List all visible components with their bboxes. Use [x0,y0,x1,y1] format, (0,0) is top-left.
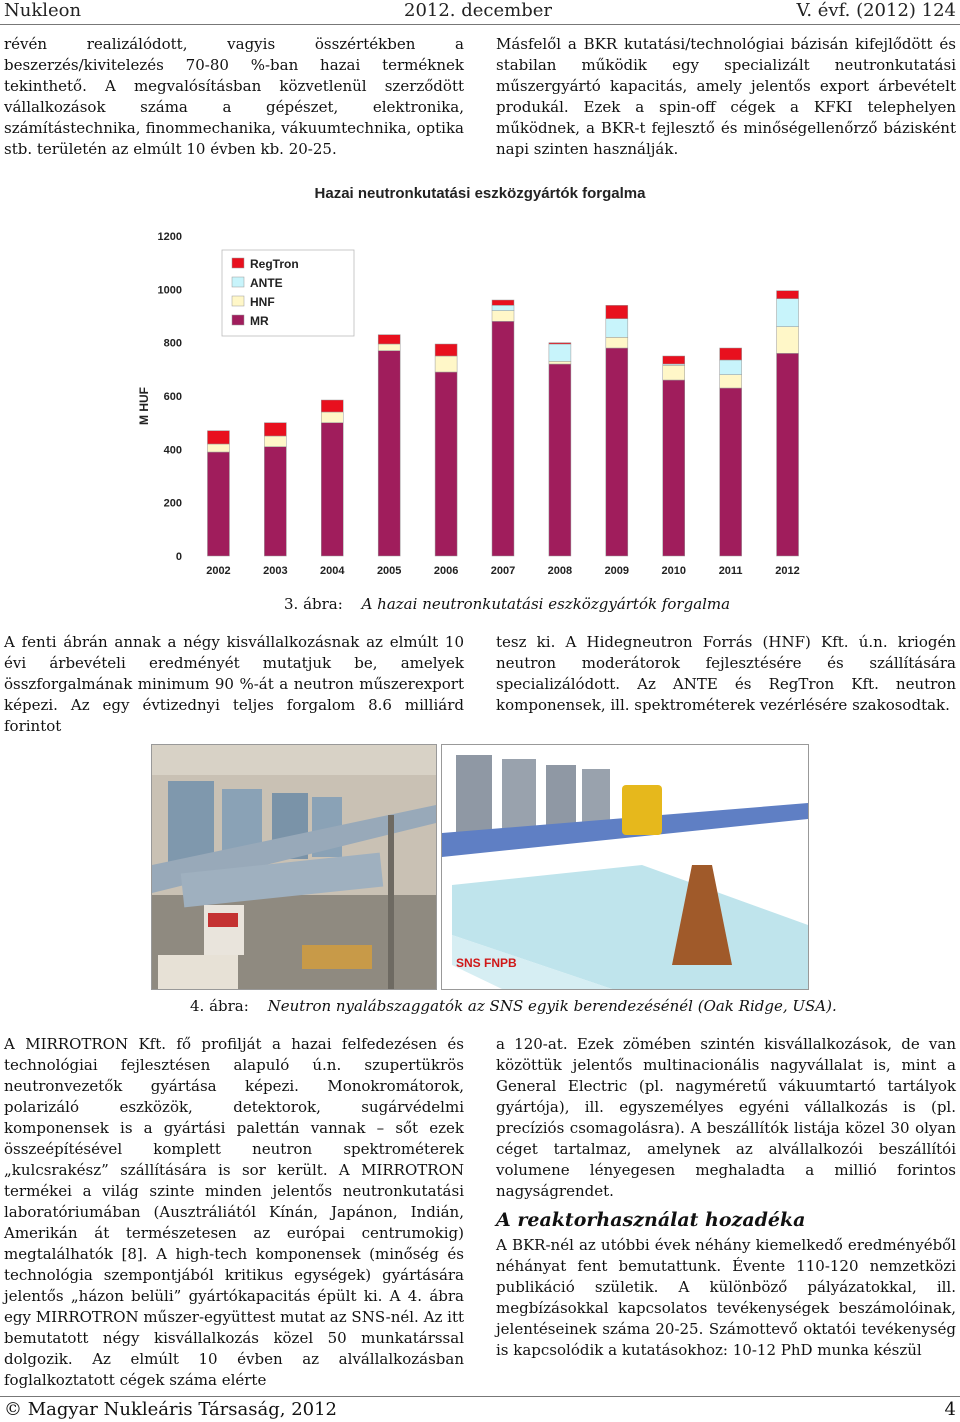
cad-illustration [442,745,808,989]
legend-label: HNF [250,295,275,309]
bar-hnf [321,412,343,423]
paragraph: A BKR-nél az utóbbi évek néhány kiemelkedő eredményéből néhányat fent bemutattunk. Évente 110-120 nemzetközi publikáció születik. A különböző pályázatokkal, ill. megbízásokkal kapcsolatos tevékenységek beszámolóinak, jelentéseinek száma 20-25. Számottevő oktatói tevékenység is kapcsolódik a kutatásokhoz: 10-12 PhD munka készül [496,1236,956,1359]
paragraph: a 120-at. Ezek zömében szintén kisvállalkozások, de van közöttük jelentős multinacionális nagyvállalat is, mint a General Electric (pl. nagyméretű vákuumtartó tartályok gyártója), ill. egyszemélyes egyéni vállalkozás is (pl. precíziós csomagolásra). A beszállítók listája közel 30 olyan céget tartalmaz, amelynek az alvállalkozói beszállítói volumene lényegesen meghaladta a millió forintos nagyságrendet. [496,1035,956,1200]
x-tick-label: 2009 [604,565,630,577]
bar-hnf [264,436,286,447]
legend-label: RegTron [250,257,299,271]
chart-title: Hazai neutronkutatási eszközgyártók forgalma [314,185,646,202]
y-axis-label: M HUF [137,387,151,425]
bar-hnf [777,327,799,354]
bar-mr [321,423,343,556]
issue-date: 2012. december [404,0,553,21]
bar-mr [720,388,742,556]
bottom-left-column [4,1034,464,1391]
journal-name: Nukleon [4,0,82,21]
bar-hnf [549,361,571,364]
figure-text: Neutron nyalábszaggatók az SNS egyik berendezésénél (Oak Ridge, USA). [267,997,837,1015]
bar-regtron [207,431,229,444]
bar-hnf [606,337,628,348]
bar-ante [606,319,628,338]
page-footer [0,1396,960,1420]
x-tick-label: 2006 [433,565,459,577]
x-tick-label: 2011 [718,565,743,577]
bar-hnf [663,365,685,380]
x-tick-label: 2010 [661,565,686,577]
top-left-column [4,34,464,160]
chart-svg [134,178,826,588]
photo-illustration [152,745,436,989]
figure-label: 3. ábra: [284,595,343,613]
section-heading: A reaktorhasználat hozadéka [496,1209,806,1231]
bar-mr [777,353,799,556]
revenue-chart [134,178,826,588]
x-tick-label: 2008 [547,565,573,577]
x-tick-label: 2004 [320,565,345,577]
y-tick-label: 600 [163,391,182,403]
mid-left-column [4,632,464,737]
x-tick-label: 2002 [206,565,231,577]
paragraph: A MIRROTRON Kft. fő profilját a hazai felfedezésen és technológiai fejlesztésen alapuló ú.n. szupertükrös neutronvezetők gyártása képezi. Monokromátorok, polarizáló eszközök, detektorok, sugárvédelmi komponensek is a gyártási palettán vannak – sőt ezek összeépítésével komplett neutron spektrométerek „kulcsrakész” szállítására is sor került. A MIRROTRON termékei a világ szinte minden jelentős neutronkutatási laboratóriumában (Ausztráliától Kínán, Japánon, Indián, Amerikán át természetesen az európai centrumokig) megtalálhatók [8]. A high-tech komponensek (minőség és technológia szempontjából kritikus egységek) gyártására jelentős „házon belüli” gyártókapacitás épült ki. A 4. ábra egy MIRROTRON műszer-együttest mutat az SNS-nél. Az itt bemutatott négy kisvállalkozás közel 50 munkatárssal dolgozik. Az elmúlt 10 évben az alvállalkozásban foglalkoztatott cégek száma elérte [4,1035,464,1389]
bar-ante [777,299,799,327]
bar-mr [264,447,286,556]
x-tick-label: 2003 [263,565,288,577]
legend-swatch [232,258,244,268]
y-tick-label: 200 [163,497,182,510]
bar-regtron [720,348,742,360]
figure-text: A hazai neutronkutatási eszközgyártók forgalma [361,595,731,613]
y-tick-label: 0 [175,551,182,563]
bar-mr [549,364,571,556]
bar-regtron [492,300,514,305]
legend-label: MR [250,314,269,328]
legend-swatch [232,277,244,287]
bar-regtron [378,335,400,344]
page-header [0,0,960,25]
volume-info: V. évf. (2012) 124 [796,0,956,21]
figure-4-caption [190,997,837,1015]
x-tick-label: 2005 [376,565,402,577]
legend-swatch [232,315,244,325]
bar-mr [435,372,457,556]
photo-label: SNS FNPB [456,956,517,970]
bar-regtron [321,400,343,412]
bar-regtron [264,423,286,436]
bar-mr [378,351,400,556]
x-tick-label: 2007 [490,565,516,577]
bar-mr [207,452,229,556]
bar-hnf [435,356,457,372]
x-tick-label: 2012 [775,565,800,577]
bar-hnf [492,311,514,322]
bar-regtron [435,344,457,356]
page-number: 4 [944,1399,956,1420]
bar-mr [492,321,514,556]
photo-chopper-hall [151,744,437,990]
bar-regtron [777,291,799,299]
y-tick-label: 1000 [157,284,182,297]
bar-ante [720,360,742,375]
bar-mr [663,380,685,556]
legend-label: ANTE [250,276,283,290]
paragraph: A fenti ábrán annak a négy kisvállalkozásnak az elmúlt 10 évi árbevételi eredményét mutatjuk be, amelyek összforgalmának minimum 90 %-át a neutron műszerexport képezi. Az egy évtizednyi teljes forgalom 8.6 milliárd forintot [4,633,464,735]
y-tick-label: 400 [163,444,182,457]
paragraph: Másfelől a BKR kutatási/technológiai bázisán kifejlődött és stabilan működik egy specializált neutronkutatási műszergyártó kapacitás, amely jelentős export árbevételt produkál. Ezek a spin-off cégek a KFKI telephelyen működnek, a BKR-t fejlesztő és minőségellenőrző bázisként napi szinten használják. [496,35,956,158]
paragraph: tesz ki. A Hidegneutron Forrás (HNF) Kft. ú.n. kriogén neutron moderátorok fejlesztésére és szállítására specializálódott. Az ANTE és RegTron Kft. neutron komponensek, ill. spektrométerek vezérlésére szakosodtak. [496,633,956,714]
figure-label: 4. ábra: [190,997,249,1015]
mid-right-column [496,632,956,716]
bar-ante [549,344,571,361]
bar-hnf [207,444,229,452]
figure-3-caption [284,595,730,613]
legend-swatch [232,296,244,306]
bar-regtron [606,305,628,318]
top-right-column [496,34,956,160]
bar-regtron [549,343,571,344]
bar-hnf [720,375,742,388]
paragraph: révén realizálódott, vagyis összértékben a beszerzés/kivitelezés 70-80 %-ban hazai terméknek tekinthető. A megvalósításban közvetlenül szerződött vállalkozások száma a gépészet, elektronika, számítástechnika, finommechanika, vákuumtechnika, optika stb. területén az elmúlt 10 évben kb. 20-25. [4,35,464,158]
bottom-right-column [496,1034,956,1361]
y-tick-label: 800 [163,337,182,350]
bar-regtron [663,356,685,364]
copyright: © Magyar Nukleáris Társaság, 2012 [4,1399,337,1420]
bar-mr [606,348,628,556]
y-tick-label: 1200 [157,231,182,243]
bar-hnf [378,344,400,351]
bar-ante [492,305,514,310]
photo-sns-fnpb-model [441,744,809,990]
